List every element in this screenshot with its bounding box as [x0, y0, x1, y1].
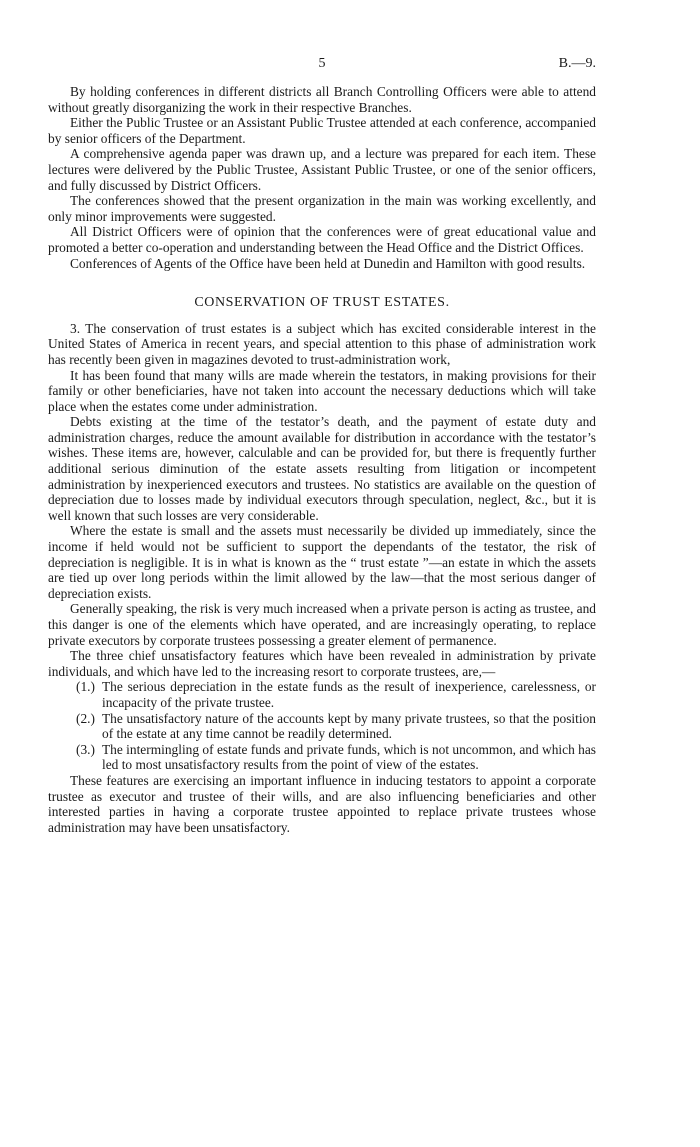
- list-item: [48, 742, 596, 773]
- paragraph: The conferences showed that the present organization in the main was working excellently, and only minor improvements were suggested.: [48, 193, 596, 224]
- paragraph: By holding conferences in different districts all Branch Controlling Officers were able to attend without greatly disorganizing the work in their respective Branches.: [48, 84, 596, 115]
- paragraph: It has been found that many wills are made wherein the testators, in making provisions for their family or other beneficiaries, have not taken into account the necessary deductions which will take place when the estates come under administration.: [48, 367, 596, 414]
- paragraph: Either the Public Trustee or an Assistant Public Trustee attended at each conference, accompanied by senior officers of the Department.: [48, 115, 596, 146]
- list-item-text: The intermingling of estate funds and private funds, which is not uncommon, and which has led to most unsatisfactory results from the point of view of the estates.: [102, 741, 596, 773]
- document-body: [48, 84, 596, 835]
- list-item: [48, 711, 596, 742]
- paragraph: The three chief unsatisfactory features which have been revealed in administration by private individuals, and which have led to the increasing resort to corporate trustees, are,—: [48, 648, 596, 679]
- paragraph: Generally speaking, the risk is very much increased when a private person is acting as trustee, and this danger is one of the elements which have operated, and are increasingly operating, to replace private executors by corporate trustees possessing a greater element of permanence.: [48, 601, 596, 648]
- paragraph: Debts existing at the time of the testator’s death, and the payment of estate duty and administration charges, reduce the amount available for distribution in accordance with the testator’s wishes. These items are, however, calculable and can be provided for, but there is frequently further additional serious diminution of the estate assets resulting from litigation or incompetent administration by inexperienced executors and trustees. No statistics are available on the question of depreciation due to losses made by individual executors through speculation, neglect, &c., but it is well known that such losses are very considerable.: [48, 414, 596, 523]
- list-item-number: (2.): [76, 710, 95, 726]
- page-number: 5: [318, 56, 326, 71]
- list-item-text: The serious depreciation in the estate funds as the result of inexperience, carelessness, or incapacity of the private trustee.: [102, 679, 596, 710]
- page-header: [48, 56, 596, 76]
- document-code: B.—9.: [558, 56, 596, 71]
- paragraph: A comprehensive agenda paper was drawn up, and a lecture was prepared for each item. These lectures were delivered by the Public Trustee, Assistant Public Trustee, or one of the senior officers, and fully discussed by District Officers.: [48, 146, 596, 193]
- paragraph: All District Officers were of opinion that the conferences were of great educational value and promoted a better co-operation and understanding between the Head Office and the District Offices.: [48, 224, 596, 255]
- section-heading: CONSERVATION OF TRUST ESTATES.: [194, 295, 450, 311]
- paragraph: Conferences of Agents of the Office have been held at Dunedin and Hamilton with good results.: [70, 255, 586, 271]
- paragraph: 3. The conservation of trust estates is a subject which has excited considerable interest in the United States of America in recent years, and special attention to this phase of administration work has recently been given in magazines devoted to trust-administration work,: [48, 320, 596, 367]
- paragraph: These features are exercising an important influence in inducing testators to appoint a corporate trustee as executor and trustee of their wills, and are also influencing beneficiaries and other interested parties in having a corporate trustee appointed to replace private trustees whose administration may have been unsatisfactory.: [48, 772, 596, 835]
- list-item-text: The unsatisfactory nature of the accounts kept by many private trustees, so that the position of the estate at any time cannot be readily determined.: [102, 710, 596, 742]
- paragraph: Where the estate is small and the assets must necessarily be divided up immediately, since the income if held would not be sufficient to support the dependants of the testator, the risk of depreciation is negligible. It is in what is known as the “ trust estate ”—an estate in which the assets are tied up over long periods within the limit allowed by the law—that the most serious danger of depreciation exists.: [48, 523, 596, 601]
- numbered-list: [48, 679, 596, 773]
- list-item-number: (3.): [76, 741, 95, 757]
- list-item-number: (1.): [76, 679, 95, 695]
- list-item: [48, 679, 596, 710]
